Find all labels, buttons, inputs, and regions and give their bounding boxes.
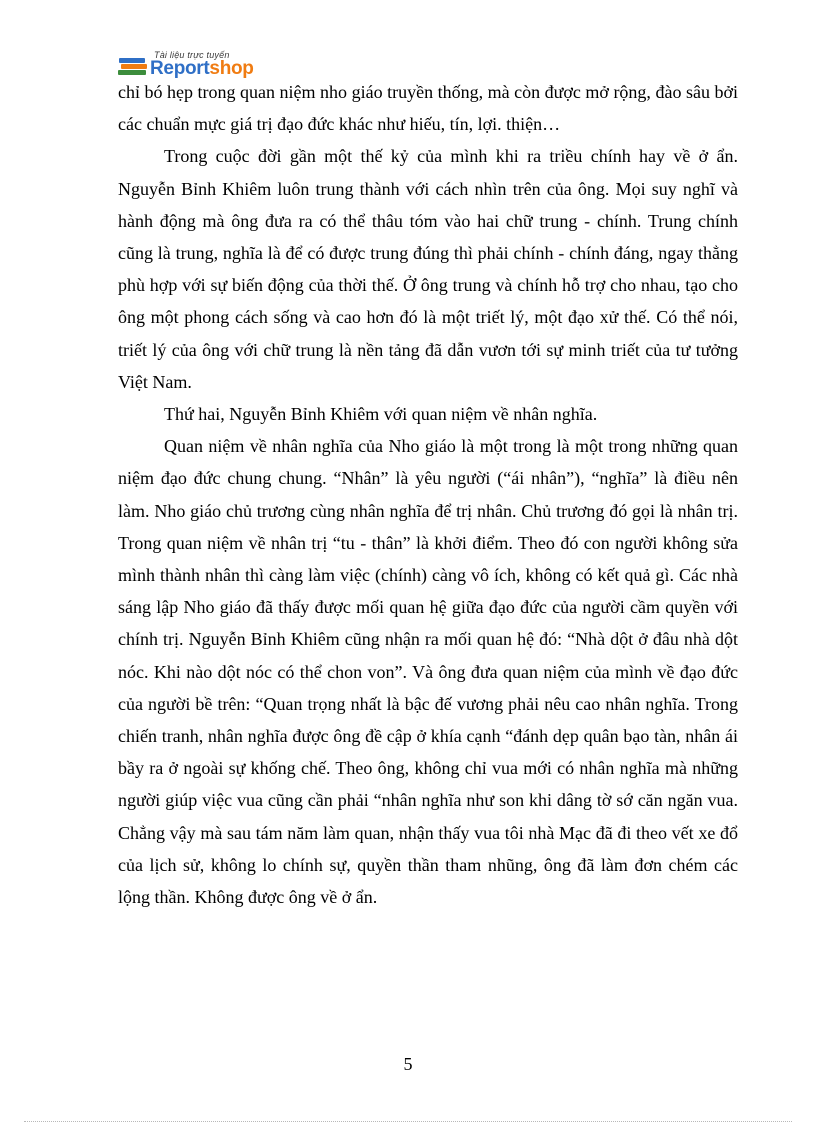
page-bottom-divider: [24, 1121, 792, 1122]
logo-brand-shop: shop: [209, 58, 254, 79]
document-body: [118, 76, 738, 913]
page-number: 5: [403, 1054, 413, 1074]
section-heading-nhan-nghia: Thứ hai, Nguyễn Bỉnh Khiêm với quan niệm về nhân nghĩa.: [164, 404, 598, 425]
books-icon: [118, 54, 150, 78]
logo-tagline: Tài liệu trực tuyến: [154, 50, 230, 60]
paragraph-trung-chinh: Trong cuộc đời gần một thế kỷ của mình khi ra triều chính hay về ở ẩn. Nguyễn Bỉnh Khiêm luôn trung thành với cách nhìn trên của ông. Mọi suy nghĩ và hành động mà ông đưa ra có thể thâu tóm vào hai chữ trung - chính. Trung chính cũng là trung, nghĩa là để có được trung đúng thì phải chính - chính đáng, ngay thẳng phù hợp với sự biến động của thời thế. Ở ông trung và chính hỗ trợ cho nhau, tạo cho ông một phong cách sống và cao hơn đó là một triết lý, một đạo xử thế. Có thể nói, triết lý của ông với chữ trung là nền tảng đã dẫn vươn tới sự minh triết của tư tưởng Việt Nam.: [118, 146, 738, 392]
logo-brand-report: Report: [150, 58, 210, 79]
paragraph-nhan-nghia: Quan niệm về nhân nghĩa của Nho giáo là một trong là một trong những quan niệm đạo đức chung chung. “Nhân” là yêu người (“ái nhân”), “nghĩa” là điều nên làm. Nho giáo chủ trương cùng nhân nghĩa để trị nhân. Chủ trương đó gọi là nhân trị. Trong quan niệm về nhân trị “tu - thân” là khởi điểm. Theo đó con người không sửa mình thành nhân thì càng làm việc (chính) càng vô ích, không có kết quả gì. Các nhà sáng lập Nho giáo đã thấy được mối quan hệ giữa đạo đức của người cầm quyền với chính trị. Nguyễn Bỉnh Khiêm cũng nhận ra mối quan hệ đó: “Nhà dột ở đâu nhà dột nóc. Khi nào dột nóc có thể chon von”. Và ông đưa quan niệm của mình về đạo đức của người bề trên: “Quan trọng nhất là bậc đế vương phải nêu cao nhân nghĩa. Trong chiến tranh, nhân nghĩa được ông đề cập ở khía cạnh “đánh dẹp quân bạo tàn, nhân ái bầy ra ở ngoài sự khống chế. Theo ông, không chỉ vua mới có nhân nghĩa mà những người giúp việc vua cũng cần phải “nhân nghĩa như son khi dâng tờ sớ căn ngăn vua. Chẳng vậy mà sau tám năm làm quan, nhận thấy vua tôi nhà Mạc đã đi theo vết xe đổ của lịch sử, không lo chính sự, quyền thần tham nhũng, ông đã làm đơn chém các lộng thần. Không được ông về ở ẩn.: [118, 436, 738, 908]
paragraph-continuation: chỉ bó hẹp trong quan niệm nho giáo truyền thống, mà còn được mở rộng, đào sâu bởi các chuẩn mực giá trị đạo đức khác như hiếu, tín, lợi. thiện…: [118, 82, 738, 135]
